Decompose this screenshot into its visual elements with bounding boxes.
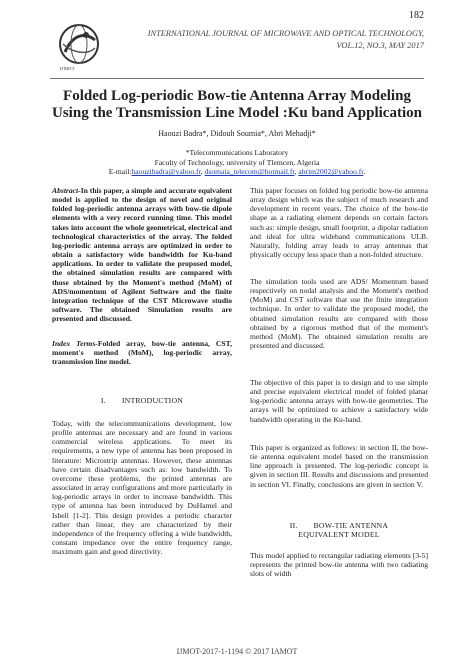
- email-link-3[interactable]: abrim2002@yahoo.fr: [298, 167, 364, 177]
- globe-logo-icon: [57, 22, 101, 66]
- journal-issue: VOL.12, NO.3, MAY 2017: [336, 41, 424, 50]
- index-terms: [52, 339, 232, 366]
- title-line-2: Using the Transmission Line Model :Ku band Application: [52, 105, 422, 121]
- affiliation-lab: *Telecommunications Laboratory: [185, 148, 289, 157]
- email-prefix: E-mail:: [108, 167, 132, 177]
- email-separator-2: ,: [294, 167, 299, 177]
- index-terms-label: Index Terms-: [52, 339, 98, 348]
- right-paragraph-3: The objective of this paper is to design and to use simple and precise equivalent electrical model of folded planar log-periodic antenna arrays with bow-tie geometries. The arrays will be optimized to achieve a satisfactory wide bandwidth operating in the Ku-band.: [250, 378, 428, 424]
- email-end: .: [363, 167, 366, 177]
- affiliation-faculty: Faculty of Technology, university of Tlemcen, Algeria: [154, 157, 320, 167]
- title-line-1: Folded Log-periodic Bow-tie Antenna Array Modeling: [63, 88, 411, 104]
- right-paragraph-2: The simulation tools used are ADS/ Momentum based respectively on nodal analysis and the Moment's method (MoM) and CST software that use the finite integration technique. In order to validate the proposed model, the obtained simulation results are compared with those obtained by a rigorous method that of the moment's method (MoM). The obtained simulation results are presented and discussed.: [250, 277, 428, 351]
- abstract-text: In this paper, a simple and accurate equivalent model is applied to the design of novel and original folded log-periodic antenna arrays with bow-tie dipole elements with a very record running time. This model takes into account the whole geometrical, electrical and technological characteristics of the array. The folded log-periodic antenna arrays are optimized in order to obtain a satisfactory wide bandwidth for Ku-band applications. In order to validate the proposed model, the obtained simulation results are compared with those obtained by the Moment's method (MoM) of ADS/momentum of Agilent Software and the finite integration technique of the CST Microwave studio software. The obtained Simulation results are presented and discussed.: [52, 186, 232, 324]
- abstract-label: Abstract-: [52, 186, 81, 195]
- right-paragraph-1: This paper focuses on folded log periodic bow-tie antenna array design which was the subject of much research and development in recent years. The choice of the bow-tie shape as a radiating element depends on certain factors such as: simple design, small footprint, a dipolar radiation and ideal for ultra wideband communications ULB. Naturally, folding array leads to array antennas that physically occupy less space than a non-folded structure.: [250, 186, 428, 260]
- section-heading-bowtie-line-2: EQUIVALENT MODEL: [298, 530, 380, 540]
- page-number: 182: [409, 10, 424, 21]
- index-terms-text: Folded array, bow-tie antenna, CST, moment's method (MoM), log-periodic array, transmission line model.: [52, 339, 233, 367]
- logo-label: IJMOT: [60, 66, 75, 71]
- right-paragraph-5: This model applied to rectangular radiating elements [3-5] represents the printed bow-tie antenna with two radiating slots of width: [250, 551, 428, 579]
- journal-logo: [57, 22, 101, 66]
- introduction-text: Today, with the telecommunications development, low profile antennas are necessary and are found in various commercial wireless applications. To meet its requirements, a new type of antenna has been proposed in literature: Microstrip antennas. However, these antennas have certain disadvantages such as: low bandwidth. To overcome these problems, the printed antennas are associated in array configurations and more particularly in log-periodic arrays in order to increase bandwidth. This type of antenna has been introduced by DuHamel and Isbell [1-2]. This design provides a periodic character rather than linear, they are characterized by their independence of the frequency offering a wide bandwidth, constant impedance over the entire frequency range, maximum gain and good directivity.: [52, 419, 232, 557]
- section-heading-bowtie-line-1: II. BOW-TIE ANTENNA: [289, 521, 389, 530]
- right-paragraph-4: This paper is organized as follows: in section II, the bow-tie antenna equivalent model based on the transmission line approach is presented. The log-periodic concept is given in section III. Results and discussions and presented in section VI. Finally, conclusions are given in section V.: [250, 443, 428, 489]
- paper-title: [40, 88, 434, 122]
- section-heading-introduction: I. INTRODUCTION: [100, 396, 184, 405]
- header-divider: [50, 78, 424, 79]
- affiliation: [40, 148, 434, 177]
- affiliation-emails: [40, 167, 434, 177]
- section-heading-bowtie: [250, 521, 428, 539]
- journal-name: INTERNATIONAL JOURNAL OF MICROWAVE AND OPTICAL TECHNOLOGY,: [147, 29, 424, 38]
- abstract: [52, 186, 232, 323]
- authors: Haouzi Badra*, Didouh Soumia*, Abri Mehadji*: [158, 129, 316, 138]
- email-link-1[interactable]: haouzibadra@yahoo.fr: [131, 167, 201, 177]
- email-separator-1: ,: [200, 167, 205, 177]
- page-footer: IJMOT-2017-1-1194 © 2017 IAMOT: [176, 647, 298, 656]
- email-link-2[interactable]: dsomaia_telecom@hotmail.fr: [204, 167, 295, 177]
- journal-header: [148, 28, 424, 52]
